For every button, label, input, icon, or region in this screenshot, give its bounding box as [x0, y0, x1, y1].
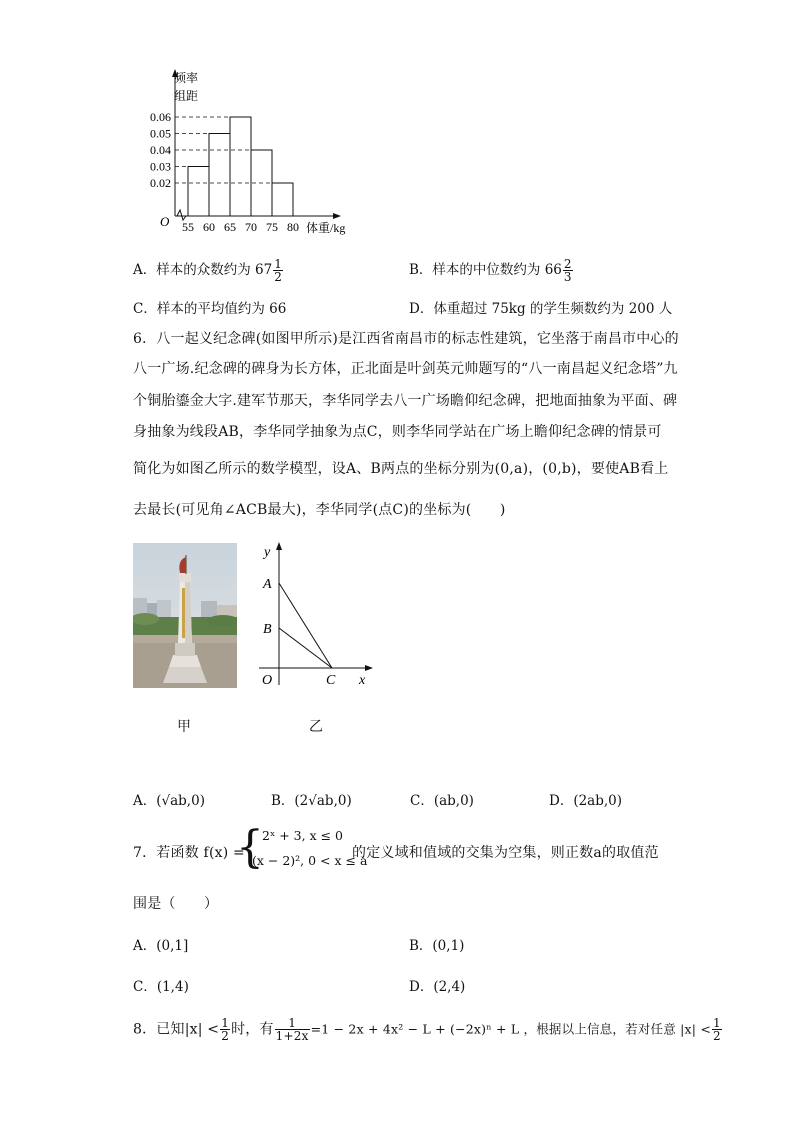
monument-photo — [133, 543, 237, 688]
q8-mid: 时，有 — [231, 1021, 274, 1038]
q7-prefix: 7．若函数 f(x) = — [133, 845, 245, 861]
y-tick-label: 0.05 — [150, 126, 171, 141]
fraction-den: 1+2x — [275, 1029, 309, 1043]
q6-option-a[interactable]: A．(√ab,0) — [133, 793, 205, 809]
q5-option-a-text: A．样本的众数约为 67 — [133, 262, 273, 278]
q7-case-1: 2ˣ + 3, x ≤ 0 — [262, 828, 343, 843]
x-tick-label: 55 — [182, 220, 194, 234]
fraction — [273, 258, 283, 283]
q5-option-b[interactable] — [409, 258, 574, 283]
q7-case-2: (x − 2)², 0 < x ≤ a — [252, 853, 368, 868]
q7-suffix: 的定义域和值域的交集为空集，则正数a的取值范 — [352, 845, 659, 861]
y-axis-arrow — [276, 542, 282, 550]
histogram-bar — [188, 167, 209, 217]
q7-option-c[interactable]: C．(1,4) — [133, 979, 189, 995]
q7-option-a[interactable]: A．(0,1] — [133, 938, 189, 954]
q6-option-b[interactable]: B．(2√ab,0) — [271, 793, 352, 809]
q7-option-d[interactable]: D．(2,4) — [409, 979, 466, 995]
q6-line-4: 身抽象为线段AB，李华同学抽象为点C，则李华同学站在广场上瞻仰纪念碑的情景可 — [133, 424, 662, 440]
q6-line-3: 个铜胎鎏金大字.建军节那天，李华同学去八一广场瞻仰纪念碑，把地面抽象为平面、碑 — [133, 393, 678, 409]
fraction-num: 1 — [274, 257, 282, 271]
q6-option-c[interactable]: C．(ab,0) — [410, 793, 474, 809]
q8-line — [133, 1017, 723, 1042]
y-label-top: 频率 — [174, 71, 199, 85]
y-label-bottom: 组距 — [174, 89, 199, 103]
histogram-bar — [272, 183, 293, 216]
q7-line-2: 围是（ ） — [133, 896, 219, 912]
x-tick-label: 60 — [203, 220, 215, 234]
q6-option-d[interactable]: D．(2ab,0) — [549, 793, 623, 809]
label-x: x — [359, 673, 366, 688]
x-tick-label: 70 — [245, 220, 257, 234]
q8-series: =1 − 2x + 4x² − L + (−2x)ⁿ + L ，根据以上信息，若对任意 |x| < — [310, 1021, 712, 1037]
x-axis-label: 体重/kg — [306, 221, 346, 235]
label-b: B — [263, 622, 272, 637]
q7-brace: { — [236, 822, 264, 873]
q6-line-6: 去最长(可见角∠ACB最大)，李华同学(点C)的坐标为( ) — [133, 502, 506, 518]
histogram-bar — [230, 117, 251, 216]
label-o: O — [262, 673, 273, 688]
fraction-den: 2 — [221, 1029, 230, 1043]
caption-yi: 乙 — [309, 719, 324, 735]
q5-option-b-text: B．样本的中位数约为 66 — [409, 262, 562, 278]
q5-option-c[interactable]: C．样本的平均值约为 66 — [133, 301, 287, 317]
y-tick-label: 0.06 — [150, 110, 171, 124]
q6-line-5: 简化为如图乙所示的数学模型，设A、B两点的坐标分别为(0,a)，(0,b)，要使AB看上 — [133, 461, 669, 477]
fraction — [275, 1017, 310, 1042]
caption-jia: 甲 — [177, 719, 192, 735]
label-c: C — [326, 673, 336, 688]
segment-bc — [279, 628, 332, 668]
fraction-num: 2 — [563, 257, 572, 271]
histogram-bar — [209, 134, 230, 217]
label-a: A — [263, 577, 272, 592]
fraction-den: 2 — [274, 270, 282, 284]
coordinate-model-figure — [255, 540, 385, 690]
origin-label: O — [160, 214, 170, 229]
q6-line-2: 八一广场.纪念碑的碑身为长方体，正北面是叶剑英元帅题写的“八一南昌起义纪念塔”九 — [133, 361, 678, 377]
q5-option-d[interactable]: D．体重超过 75kg 的学生频数约为 200 人 — [409, 301, 673, 317]
segment-ac — [279, 583, 332, 668]
fraction-num: 1 — [221, 1016, 230, 1030]
x-tick-label: 80 — [287, 220, 299, 234]
axis-break — [177, 210, 186, 220]
q5-option-a[interactable] — [133, 258, 284, 283]
fraction-num: 1 — [713, 1016, 721, 1030]
y-tick-label: 0.02 — [150, 176, 171, 190]
fraction — [712, 1017, 722, 1042]
fraction — [563, 258, 573, 283]
y-tick-label: 0.04 — [150, 143, 171, 157]
fraction — [220, 1017, 230, 1042]
fraction-num: 1 — [275, 1017, 310, 1030]
weight-histogram — [130, 66, 370, 238]
fraction-den: 3 — [563, 270, 572, 284]
q7-option-b[interactable]: B．(0,1) — [409, 938, 465, 954]
x-tick-label: 65 — [224, 220, 236, 234]
label-y: y — [264, 545, 271, 560]
fraction-den: 2 — [713, 1029, 721, 1043]
q6-line-1: 6．八一起义纪念碑(如图甲所示)是江西省南昌市的标志性建筑，它坐落于南昌市中心的 — [133, 331, 679, 347]
x-axis-arrow — [365, 665, 373, 671]
q8-prefix: 8．已知|x| < — [133, 1021, 220, 1038]
x-axis-arrow — [333, 213, 341, 219]
x-tick-label: 75 — [266, 220, 278, 234]
y-tick-label: 0.03 — [150, 159, 171, 174]
